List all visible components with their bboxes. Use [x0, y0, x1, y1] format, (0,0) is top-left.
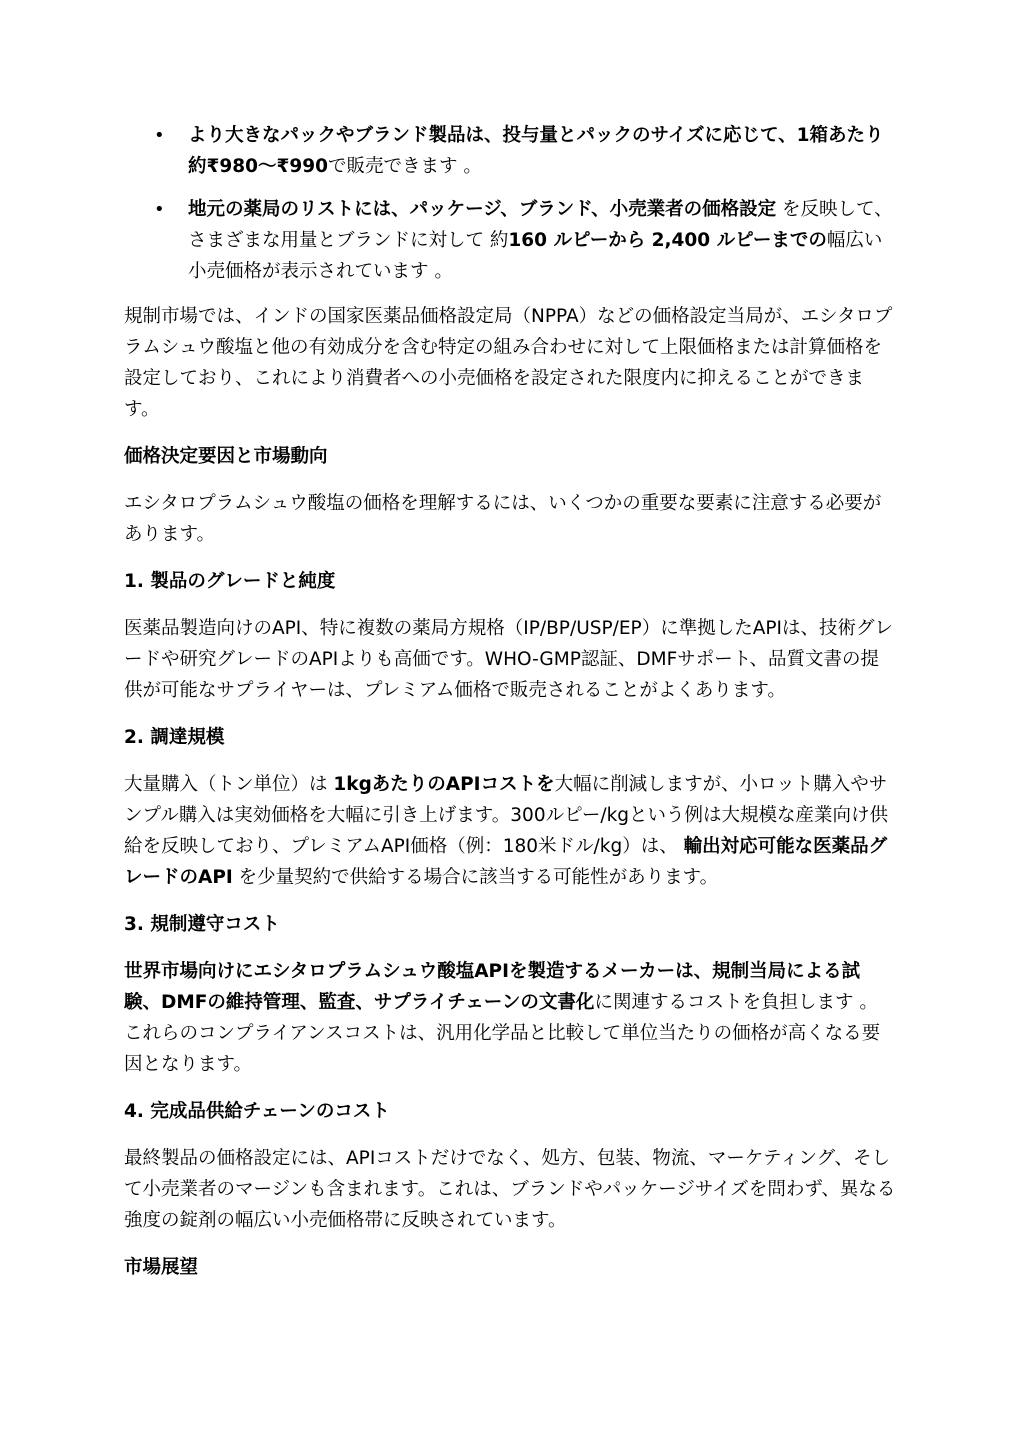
paragraph-text: に関連するコストを負担します 。これらのコンプライアンスコストは、汎用化学品と比較して単位当たりの価格が高くなる要因となります。 [124, 992, 881, 1075]
regulation-paragraph: 規制市場では、インドの国家医薬品価格設定局（NPPA）などの価格設定当局が、エシタロプラムシュウ酸塩と他の有効成分を含む特定の組み合わせに対して上限価格または計算価格を設定しており、これにより消費者への小売価格を設定された限度内に抑えることができます。 [124, 306, 893, 420]
factors-intro-paragraph: エシタロプラムシュウ酸塩の価格を理解するには、いくつかの重要な要素に注意する必要があります。 [124, 493, 882, 545]
subheading-supply-chain-cost: 4. 完成品供給チェーンのコスト [124, 1101, 390, 1122]
bullet-bold-text: 160 ルピーから 2,400 ルピーまでの [508, 230, 827, 251]
paragraph-text: を少量契約で供給する場合に該当する可能性があります。 [232, 867, 719, 888]
compliance-cost-paragraph [124, 956, 896, 1080]
grade-purity-paragraph: 医薬品製造向けのAPI、特に複数の薬局方規格（IP/BP/USP/EP）に準拠したAPIは、技術グレードや研究グレードのAPIよりも高価です。WHO-GMP認証、DMFサポート、品質文書の提供が可能なサプライヤーは、プレミアム価格で販売されることがよくあります。 [124, 618, 893, 701]
procurement-scale-paragraph [124, 769, 896, 893]
paragraph-bold-text: 世界市場向けにエシタロプラムシュウ酸塩APIを製造するメーカーは、規制当局による試験、DMFの維持管理、監査、サプライチェーンの文書化 [124, 961, 861, 1013]
list-item [124, 120, 896, 182]
paragraph-bold-text: 輸出対応可能な医薬品グレードのAPI [124, 836, 888, 888]
paragraph-bold-text: 1kgあたりのAPIコストを [333, 774, 555, 795]
bullet-text: で販売できます 。 [327, 156, 482, 177]
bullet-bold-text: 地元の薬局のリストには、パッケージ、ブランド、小売業者の価格設定 [188, 199, 777, 220]
price-bullet-list [124, 120, 896, 287]
bullet-text: を反映して、さまざまな用量とブランドに対して 約 [188, 199, 893, 251]
section-heading-outlook: 市場展望 [124, 1257, 199, 1278]
list-item [124, 194, 896, 287]
subheading-grade-purity: 1. 製品のグレードと純度 [124, 571, 336, 592]
bullet-dot: • [154, 125, 165, 146]
bullet-text: 幅広い小売価格が表示されています 。 [188, 230, 883, 282]
subheading-procurement-scale: 2. 調達規模 [124, 727, 225, 748]
paragraph-text: 大幅に削減しますが、小ロット購入やサンプル購入は実効価格を大幅に引き上げます。300ルピー/kgという例は大規模な産業向け供給を反映しており、プレミアムAPI価格（例：180米ドル/kg）は、 [124, 774, 889, 857]
supply-chain-paragraph: 最終製品の価格設定には、APIコストだけでなく、処方、包装、物流、マーケティング、そして小売業者のマージンも含まれます。これは、ブランドやパッケージサイズを問わず、異なる強度の錠剤の幅広い小売価格帯に反映されています。 [124, 1148, 896, 1231]
bullet-dot: • [154, 199, 165, 220]
paragraph-text: 大量購入（トン単位）は [124, 774, 334, 795]
document-page [124, 120, 896, 1299]
bullet-bold-text: より大きなパックやブランド製品は、投与量とパックのサイズに応じて、1箱あたり約₹980〜₹990 [188, 125, 884, 177]
subheading-compliance-cost: 3. 規制遵守コスト [124, 914, 280, 935]
section-heading-factors: 価格決定要因と市場動向 [124, 446, 328, 467]
